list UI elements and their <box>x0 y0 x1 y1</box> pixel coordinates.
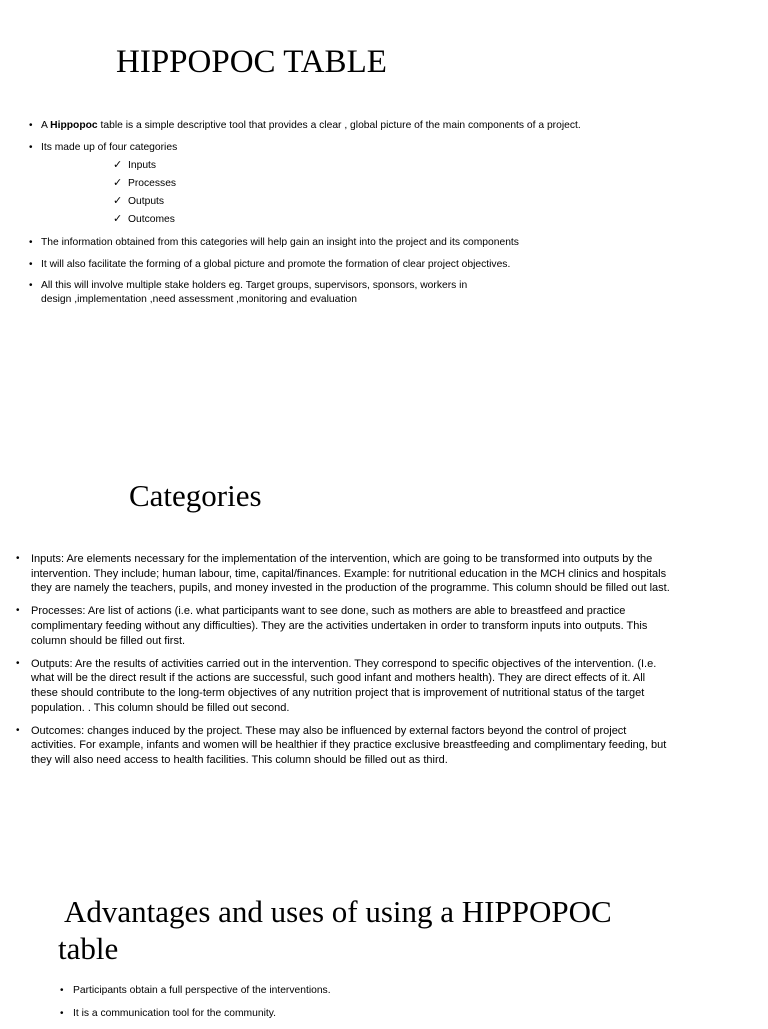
slide-title: HIPPOPOC TABLE <box>116 44 387 80</box>
bullet-text-line1: All this will involve multiple stake holders eg. Target groups, supervisors, sponsors, workers in <box>41 280 468 291</box>
bullet-icon: • <box>60 985 64 996</box>
category-list <box>113 157 741 229</box>
check-icon: ✓ <box>113 212 123 225</box>
list-item <box>29 141 741 229</box>
bullet-list <box>16 552 671 776</box>
bullet-icon: • <box>29 237 33 248</box>
slide-title: Categories <box>129 478 262 513</box>
bullet-list <box>29 119 741 315</box>
slide-title <box>58 893 612 967</box>
bullet-icon: • <box>16 605 20 617</box>
slide-title-line2: table <box>58 931 119 966</box>
slide-categories <box>0 465 768 805</box>
category-item <box>113 157 741 175</box>
bullet-list <box>60 984 713 1029</box>
bullet-icon: • <box>16 724 20 736</box>
bullet-icon: • <box>29 141 33 153</box>
bullet-icon: • <box>16 657 20 669</box>
bullet-text-line2: design ,implementation ,need assessment ,monitoring and evaluation <box>41 294 357 305</box>
category-item <box>113 211 741 229</box>
slide-advantages <box>0 880 768 1024</box>
bullet-icon: • <box>29 258 33 270</box>
bullet-text-inputs: Inputs: Are elements necessary for the implementation of the intervention, which are going to be transformed into outputs by the intervention. They include; human labour, time, capital/finances. Example: for nutritional education in the MCH clinics and hospitals they are namely the teachers, pupils, and money invested in the production of the programme. This column should be filled out last. <box>31 553 670 595</box>
list-item <box>16 724 671 768</box>
slide-hippopoc-table <box>0 0 768 330</box>
bullet-icon: • <box>60 1007 64 1019</box>
bullet-icon: • <box>29 120 33 131</box>
list-item <box>16 657 671 715</box>
check-icon: ✓ <box>113 176 123 189</box>
bullet-text-outputs: Outputs: Are the results of activities carried out in the intervention. They correspond to specific objectives of the intervention. (I.e. what will be the direct result if the actions are successful, such good infant and mothers health). They are direct effects of it. All these should contribute to the long-term objectives of any nutrition project that is improvement of nutritional status of the target population. . This column should be filled out second. <box>31 657 657 714</box>
bullet-text-processes: Processes: Are list of actions (i.e. what participants want to see done, such as mothers are able to breastfeed and practice complimentary feeding without any difficulties). They are the activities undertaken in order to transform inputs into outputs. This column should be filled out first. <box>31 605 648 647</box>
bullet-text-rest: table is a simple descriptive tool that provides a clear , global picture of the main components of a project. <box>97 120 581 131</box>
bullet-icon: • <box>16 553 20 564</box>
category-label: Inputs <box>128 159 157 171</box>
bullet-text: It will also facilitate the forming of a global picture and promote the formation of clear project objectives. <box>41 258 511 270</box>
slide-title-line1: Advantages and uses of using a HIPPOPOC <box>58 894 612 929</box>
bullet-text-outcomes: Outcomes: changes induced by the project. These may also be influenced by external factors beyond the control of project activities. For example, infants and women will be healthier if they practice exclusive breastfeeding and complimentary feeding, but they will also need access to health facilities. This column should be filled out as third. <box>31 724 667 766</box>
list-item <box>16 552 671 596</box>
check-icon: ✓ <box>113 158 123 171</box>
list-item <box>60 984 713 998</box>
bullet-text-prefix: A <box>41 120 51 131</box>
bullet-text: It is a communication tool for the community. <box>73 1007 276 1019</box>
bullet-text: The information obtained from this categories will help gain an insight into the project and its components <box>41 237 519 248</box>
list-item <box>29 279 741 307</box>
category-label: Outputs <box>128 195 165 207</box>
category-label: Processes <box>128 177 177 189</box>
list-item <box>60 1007 713 1021</box>
bullet-text: Its made up of four categories <box>41 141 178 153</box>
list-item <box>29 258 741 272</box>
list-item <box>29 119 741 133</box>
bullet-text-bold: Hippopoc <box>50 120 98 131</box>
category-item <box>113 193 741 211</box>
list-item <box>29 236 741 250</box>
bullet-icon: • <box>29 280 33 291</box>
list-item <box>16 604 671 648</box>
category-item <box>113 175 741 193</box>
category-label: Outcomes <box>128 213 175 225</box>
check-icon: ✓ <box>113 194 123 207</box>
bullet-text: Participants obtain a full perspective of the interventions. <box>73 985 331 996</box>
